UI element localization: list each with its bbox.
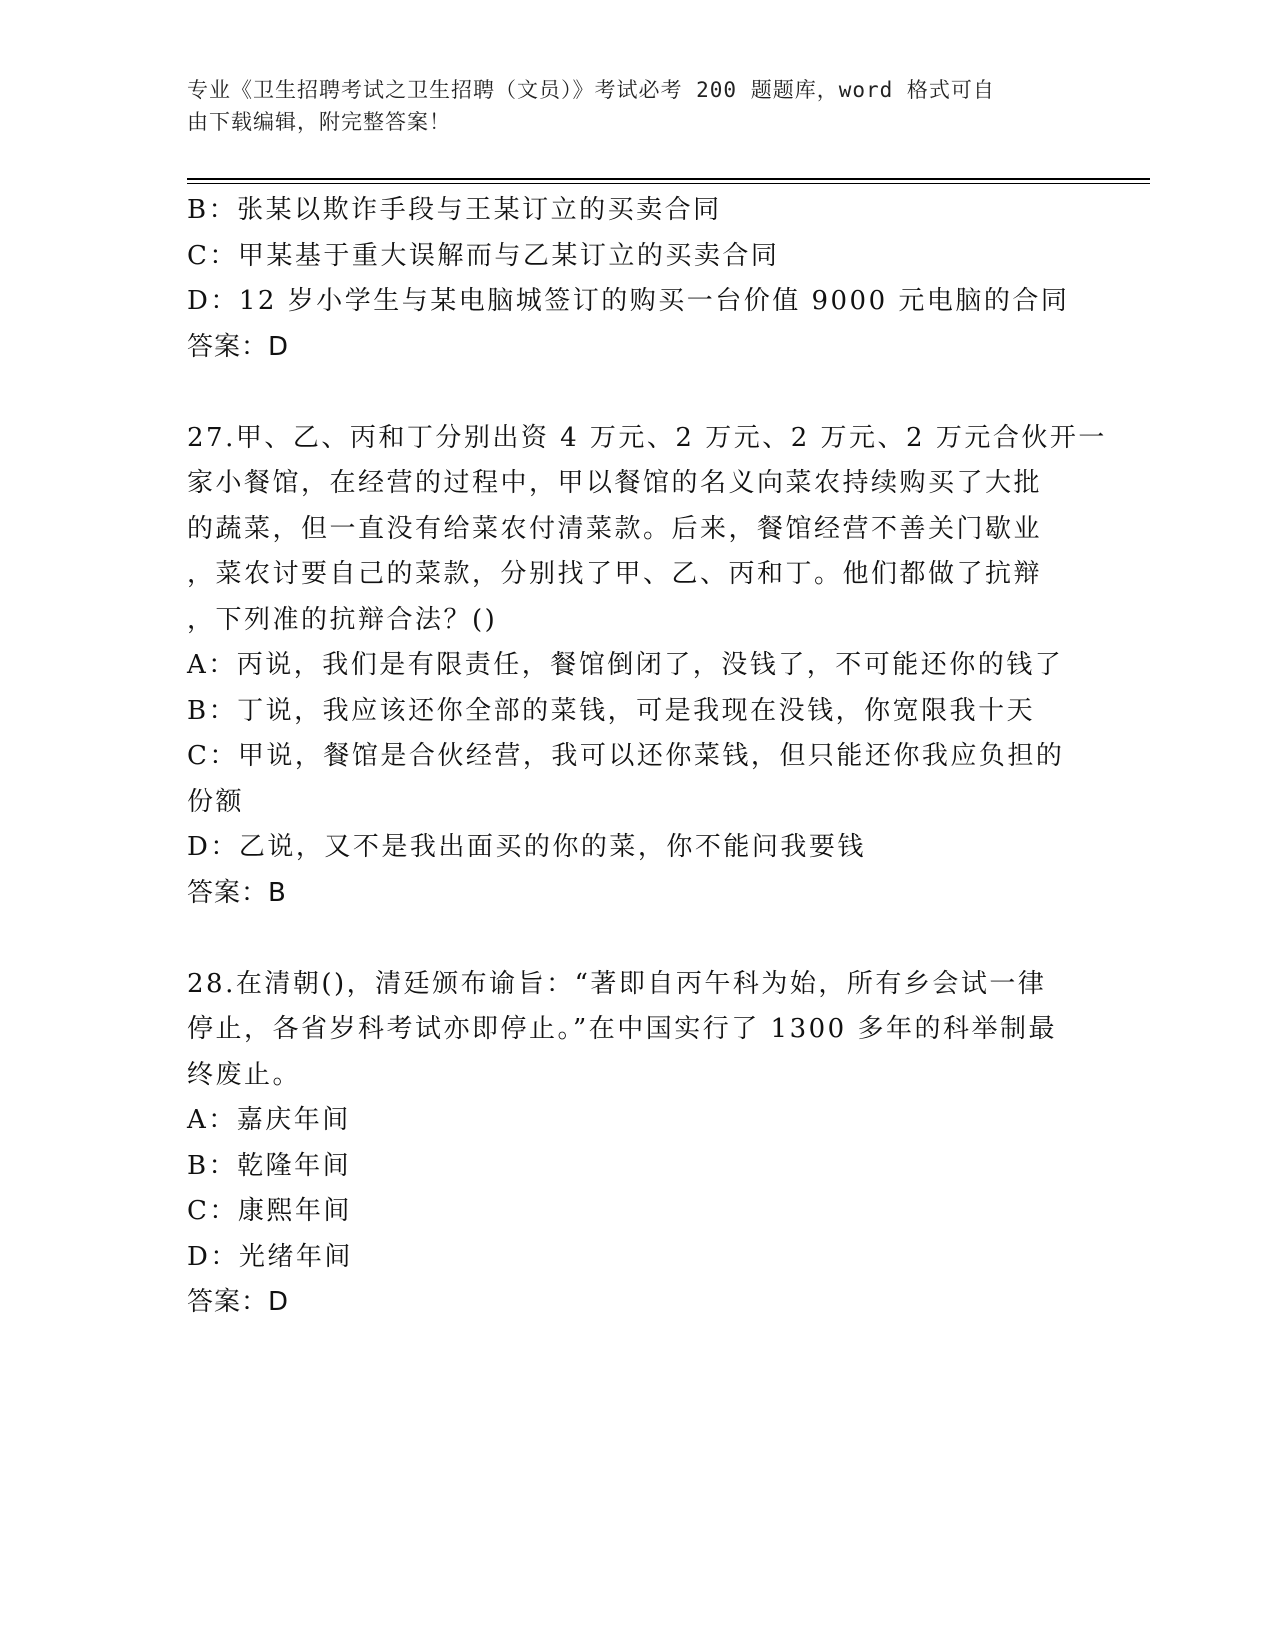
q27-option-c-line: C：甲说，餐馆是合伙经营，我可以还你菜钱，但只能还你我应负担的 (187, 741, 1065, 771)
q27-stem-line: 27.甲、乙、丙和丁分别出资 4 万元、2 万元、2 万元、2 万元合伙开一 (187, 422, 1107, 453)
header-rule-thin (187, 183, 1150, 184)
q28-option-d: D：光绪年间 (187, 1241, 353, 1272)
question-27 (187, 416, 1107, 917)
q27-stem-line: ，菜农讨要自己的菜款，分别找了甲、乙、丙和丁。他们都做了抗辩 (187, 559, 1043, 589)
q28-stem-line: 终废止。 (187, 1059, 302, 1090)
document-body (187, 188, 1107, 1326)
question-28 (187, 962, 1087, 1326)
header-rule-thick (187, 178, 1150, 180)
q27-option-b: B：丁说，我应该还你全部的菜钱，可是我现在没钱，你宽限我十天 (187, 695, 1036, 726)
q26-option-b: B：张某以欺诈手段与王某订立的买卖合同 (187, 195, 722, 225)
q27-stem-line: ，下列准的抗辩合法？() (187, 604, 498, 635)
q28-option-c: C：康熙年间 (187, 1196, 352, 1226)
header-line-1: 专业《卫生招聘考试之卫生招聘（文员）》考试必考 200 题题库，word 格式可自 (187, 78, 995, 102)
q27-stem-line: 家小餐馆，在经营的过程中，甲以餐馆的名义向菜农持续购买了大批 (187, 468, 1043, 498)
q27-option-a: A：丙说，我们是有限责任，餐馆倒闭了，没钱了，不可能还你的钱了 (187, 650, 1064, 680)
q28-option-a: A：嘉庆年间 (187, 1105, 351, 1135)
q26-answer: 答案：D (187, 331, 290, 362)
document-header (187, 74, 1067, 138)
q28-option-b: B：乾隆年间 (187, 1150, 352, 1181)
q28-stem-line: 28.在清朝()，清廷颁布谕旨：“著即自丙午科为始，所有乡会试一律 (187, 968, 1047, 999)
q27-stem-line: 的蔬菜，但一直没有给菜农付清菜款。后来，餐馆经营不善关门歇业 (187, 513, 1043, 544)
q26-option-d: D：12 岁小学生与某电脑城签订的购买一台价值 9000 元电脑的合同 (187, 286, 1070, 316)
spacer (187, 916, 1087, 962)
q27-option-c-line: 份额 (187, 786, 245, 817)
q28-answer: 答案：D (187, 1287, 290, 1317)
spacer (187, 370, 1087, 416)
q27-answer: 答案：B (187, 877, 287, 908)
q28-stem-line: 停止，各省岁科考试亦即停止。”在中国实行了 1300 多年的科举制最 (187, 1014, 1057, 1044)
q27-option-d: D：乙说，又不是我出面买的你的菜，你不能问我要钱 (187, 832, 866, 862)
header-line-2: 由下载编辑，附完整答案！ (187, 110, 451, 134)
question-26 (187, 188, 1087, 370)
q26-option-c: C：甲某基于重大误解而与乙某订立的买卖合同 (187, 240, 780, 271)
